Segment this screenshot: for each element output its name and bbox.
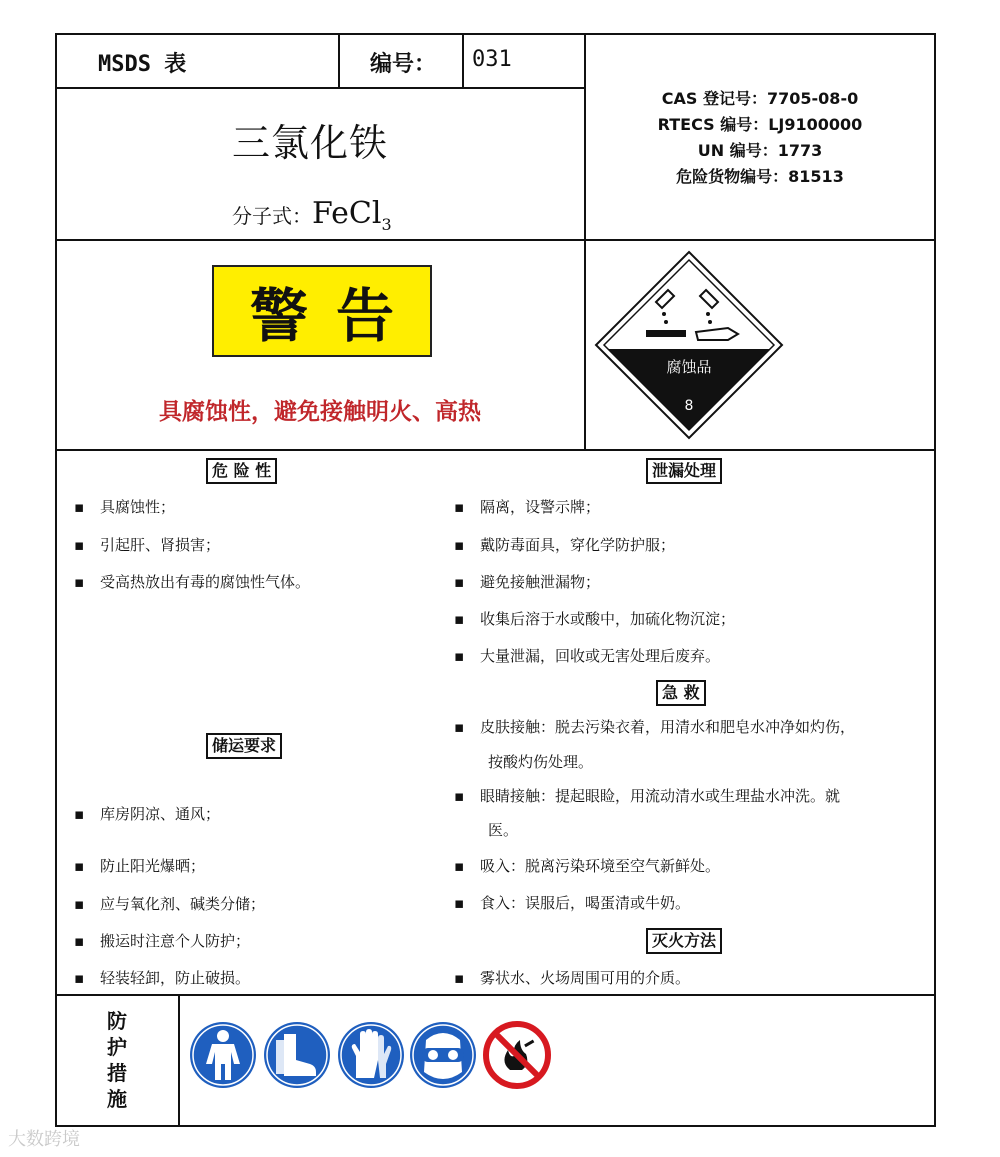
list-item-text: 食入：误服后，喝蛋清或牛奶。 (480, 894, 691, 912)
list-item: ▪ 戴防毒面具，穿化学防护服； (454, 536, 676, 554)
list-item-text: 吸入：脱离污染环境至空气新鲜处。 (480, 857, 721, 875)
protection-label-char: 措 (107, 1061, 127, 1085)
identifiers (586, 86, 934, 190)
formula-subscript: 3 (381, 215, 392, 234)
divider (178, 995, 180, 1126)
list-item-text: 搬运时注意个人防护； (100, 932, 251, 950)
number-value: 031 (472, 47, 512, 72)
list-item-text: 收集后溶于水或酸中，加硫化物沉淀； (480, 610, 736, 628)
msds-label: MSDS 表 (98, 52, 187, 77)
list-item: ▪ 防止阳光爆晒； (74, 857, 206, 875)
list-item-text: 眼睛接触：提起眼睑，用流动清水或生理盐水冲洗。就 (480, 787, 841, 805)
hazards-title: 危 险 性 (206, 458, 277, 484)
list-item-text: 库房阴凉、通风； (100, 805, 221, 823)
warning-message: 具腐蚀性，避免接触明火、高热 (159, 399, 481, 425)
list-item: ▪ 受高热放出有毒的腐蚀性气体。 (74, 573, 311, 591)
list-item: ▪ 吸入：脱离污染环境至空气新鲜处。 (454, 857, 721, 875)
corrosive-label: 腐蚀品 (666, 358, 712, 376)
formula-main: FeCl (312, 196, 382, 231)
divider (56, 449, 935, 451)
hazard-class-number: 8 (684, 398, 694, 414)
goggles-icon (408, 1020, 478, 1090)
leak-title: 泄漏处理 (646, 458, 722, 484)
first-aid-title: 急 救 (656, 680, 706, 706)
corrosive-diamond-icon (594, 250, 784, 440)
divider (338, 34, 340, 88)
list-item: ▪ 具腐蚀性； (74, 498, 176, 516)
gloves-icon (336, 1020, 406, 1090)
substance-name: 三氯化铁 (232, 121, 389, 165)
list-item: ▪ 收集后溶于水或酸中，加硫化物沉淀； (454, 610, 736, 628)
fire-title: 灭火方法 (646, 928, 722, 954)
list-item-text: 大量泄漏，回收或无害处理后废弃。 (480, 647, 721, 665)
list-item: ▪ 眼睛接触：提起眼睑，用流动清水或生理盐水冲洗。就 (454, 787, 841, 805)
list-item-continuation: 按酸灼伤处理。 (488, 753, 594, 771)
protection-label (57, 1008, 177, 1112)
list-item: ▪ 搬运时注意个人防护； (74, 932, 251, 950)
list-item-text: 防止阳光爆晒； (100, 857, 206, 875)
formula-row (232, 196, 392, 234)
list-item-text: 具腐蚀性； (100, 498, 176, 516)
list-item-text: 引起肝、肾损害； (100, 536, 221, 554)
list-item: ▪ 轻装轻卸，防止破损。 (74, 969, 251, 987)
list-item: ▪ 雾状水、火场周围可用的介质。 (454, 969, 691, 987)
warning-title: 警告 (212, 265, 432, 357)
list-item: ▪ 库房阴凉、通风； (74, 805, 221, 823)
list-item: ▪ 引起肝、肾损害； (74, 536, 221, 554)
list-item: ▪ 避免接触泄漏物； (454, 573, 601, 591)
protective-suit-icon (188, 1020, 258, 1090)
formula (312, 196, 392, 234)
list-item: ▪ 大量泄漏，回收或无害处理后废弃。 (454, 647, 721, 665)
protection-label-char: 防 (107, 1009, 127, 1033)
list-item: ▪ 应与氧化剂、碱类分储； (74, 895, 266, 913)
cas-number: CAS 登记号：7705-08-0 (661, 89, 859, 108)
list-item-text: 隔离，设警示牌； (480, 498, 601, 516)
watermark: 大数跨境 (8, 1129, 80, 1150)
divider (56, 239, 935, 241)
list-item-text: 皮肤接触：脱去污染衣着，用清水和肥皂水冲净如灼伤， (480, 718, 856, 736)
list-item-text: 应与氧化剂、碱类分储； (100, 895, 266, 913)
list-item-text: 轻装轻卸，防止破损。 (100, 969, 251, 987)
list-item-text: 受高热放出有毒的腐蚀性气体。 (100, 573, 311, 591)
list-item-text: 雾状水、火场周围可用的介质。 (480, 969, 691, 987)
number-label: 编号： (370, 52, 437, 77)
un-number: UN 编号：1773 (697, 141, 823, 160)
storage-title: 储运要求 (206, 733, 282, 759)
divider (56, 87, 585, 89)
protection-label-char: 施 (107, 1087, 127, 1111)
safety-boots-icon (262, 1020, 332, 1090)
list-item: ▪ 食入：误服后，喝蛋清或牛奶。 (454, 894, 691, 912)
formula-label: 分子式： (232, 204, 312, 228)
list-item-text: 避免接触泄漏物； (480, 573, 601, 591)
rtecs-number: RTECS 编号：LJ9100000 (657, 115, 863, 134)
divider (56, 994, 935, 996)
protection-label-char: 护 (107, 1035, 127, 1059)
list-item-text: 戴防毒面具，穿化学防护服； (480, 536, 676, 554)
list-item: ▪ 隔离，设警示牌； (454, 498, 601, 516)
no-open-flame-icon (482, 1020, 552, 1090)
list-item-continuation: 医。 (488, 821, 519, 839)
divider (462, 34, 464, 88)
dangerous-goods-number: 危险货物编号：81513 (676, 167, 844, 186)
list-item: ▪ 皮肤接触：脱去污染衣着，用清水和肥皂水冲净如灼伤， (454, 718, 856, 736)
